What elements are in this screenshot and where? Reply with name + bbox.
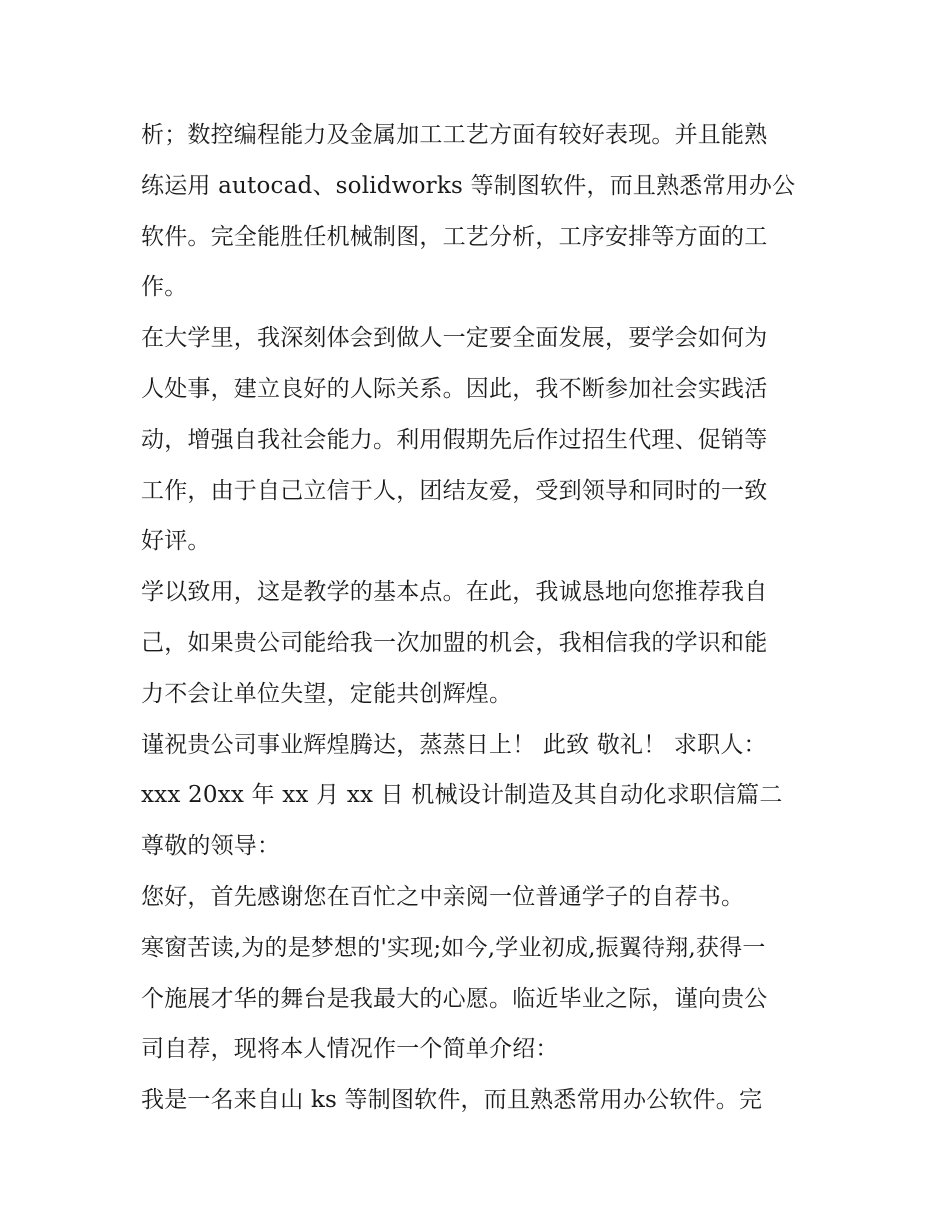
text-line: 练运用 autocad、solidworks 等制图软件，而且熟悉常用办公 bbox=[141, 172, 796, 199]
text-line: 您好，首先感谢您在百忙之中亲阅一位普通学子的自荐书。 bbox=[141, 883, 745, 910]
text-line: 在大学里，我深刻体会到做人一定要全面发展，要学会如何为 bbox=[141, 325, 768, 352]
text-line: 个施展才华的舞台是我最大的心愿。临近毕业之际，谨向贵公 bbox=[141, 985, 768, 1012]
text-line: 谨祝贵公司事业辉煌腾达，蒸蒸日上！ 此致 敬礼！ 求职人： bbox=[141, 731, 767, 758]
text-line: 好评。 bbox=[141, 528, 211, 555]
text-line: 力不会让单位失望，定能共创辉煌。 bbox=[141, 680, 513, 707]
text-line: 工作，由于自己立信于人，团结友爱，受到领导和同时的一致 bbox=[141, 477, 768, 504]
text-line: 我是一名来自山 ks 等制图软件，而且熟悉常用办公软件。完 bbox=[141, 1087, 763, 1114]
text-line: 寒窗苦读,为的是梦想的'实现;如今,学业初成,振翼待翔,获得一 bbox=[141, 934, 766, 961]
text-line: 动，增强自我社会能力。利用假期先后作过招生代理、促销等 bbox=[141, 426, 768, 453]
text-line: 作。 bbox=[141, 274, 188, 301]
text-line: 析；数控编程能力及金属加工工艺方面有较好表现。并且能熟 bbox=[141, 122, 768, 148]
text-line: 学以致用，这是教学的基本点。在此，我诚恳地向您推荐我自 bbox=[141, 579, 768, 606]
text-line: 软件。完全能胜任机械制图，工艺分析，工序安排等方面的工 bbox=[141, 223, 768, 250]
text-line: 尊敬的领导： bbox=[141, 833, 281, 860]
body-text bbox=[141, 110, 821, 1126]
text-line: 人处事，建立良好的人际关系。因此，我不断参加社会实践活 bbox=[141, 375, 768, 402]
text-line: 己，如果贵公司能给我一次加盟的机会，我相信我的学识和能 bbox=[141, 629, 768, 656]
text-line: 司自荐，现将本人情况作一个简单介绍： bbox=[141, 1036, 559, 1063]
text-line: xxx 20xx 年 xx 月 xx 日 机械设计制造及其自动化求职信篇二 bbox=[141, 782, 783, 809]
